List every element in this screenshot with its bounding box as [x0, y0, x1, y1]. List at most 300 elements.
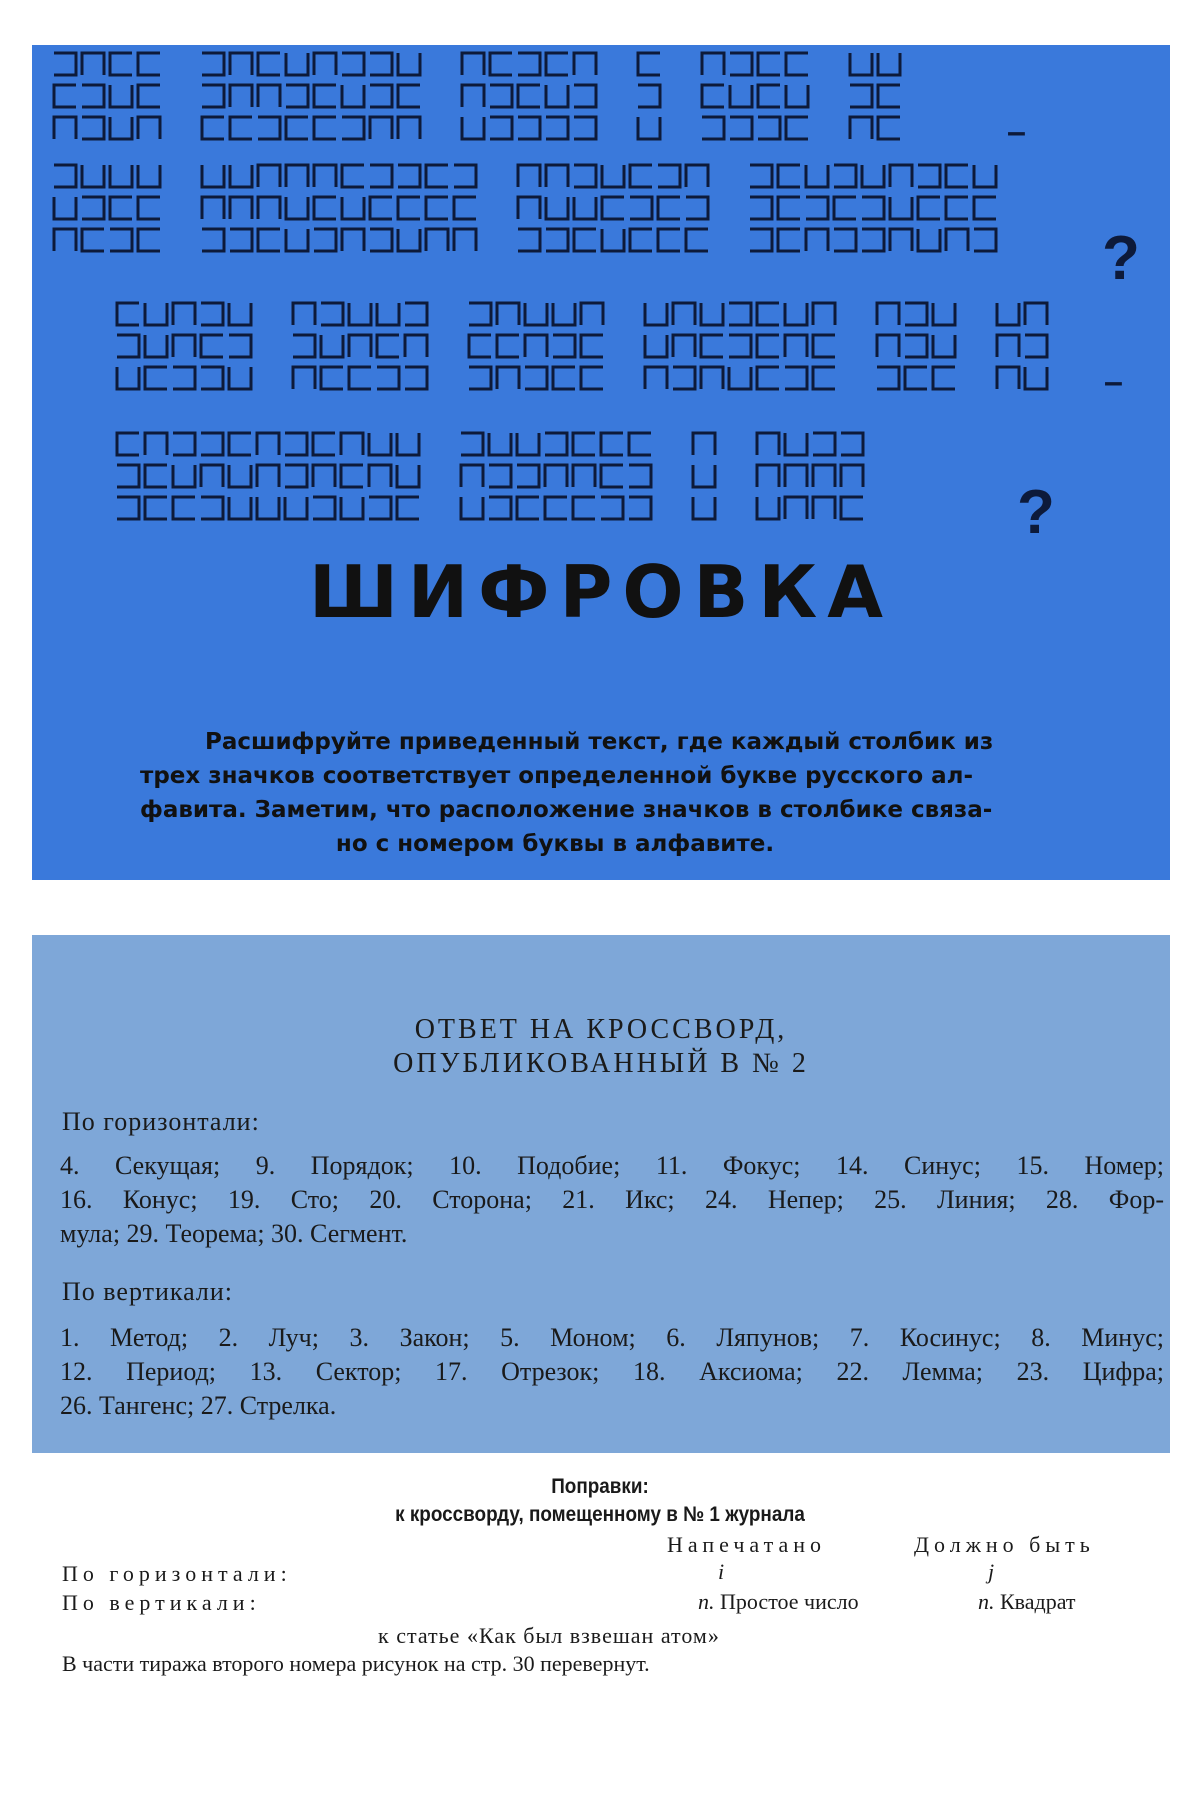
cipher-glyph [834, 197, 856, 219]
cipher-glyph [933, 367, 955, 389]
cipher-glyph [730, 53, 752, 75]
answer-line: 1. Метод; 2. Луч; 3. Закон; 5. Моном; 6. Ляпунов; 7. Косинус; 8. Минус; [60, 1323, 1164, 1352]
cipher-glyph [1025, 367, 1047, 389]
cipher-glyph [758, 53, 780, 75]
cipher-description [140, 725, 1060, 861]
cipher-glyph [806, 197, 828, 219]
cipher-glyph [573, 465, 595, 487]
cipher-glyph [785, 367, 807, 389]
answer-line: мула; 29. Теорема; 30. Сегмент. [60, 1219, 408, 1248]
cipher-glyph [369, 497, 391, 519]
cipher-glyph [201, 303, 223, 325]
corrections-section [0, 1465, 1200, 1705]
cipher-glyph [173, 303, 195, 325]
cipher-glyph [138, 117, 160, 139]
cipher-glyph [370, 197, 392, 219]
cipher-glyph [398, 197, 420, 219]
cipher-glyph [757, 497, 779, 519]
cipher-glyph [286, 197, 308, 219]
cipher-glyph [293, 303, 315, 325]
cipher-glyph [285, 465, 307, 487]
row-vertical-label: По вертикали: [62, 1590, 261, 1615]
cipher-glyph [313, 465, 335, 487]
cipher-glyph [321, 303, 343, 325]
cipher-glyph [757, 303, 779, 325]
cipher-glyph [258, 165, 280, 187]
cipher-glyph [905, 303, 927, 325]
cipher-glyph [630, 197, 652, 219]
cipher-glyph [286, 85, 308, 107]
cipher-glyph [342, 53, 364, 75]
cipher-glyph [890, 229, 912, 251]
cipher-glyph [933, 303, 955, 325]
cipher-glyph [405, 367, 427, 389]
cipher-glyph [201, 433, 223, 455]
cipher-glyph [778, 229, 800, 251]
answer-title-line: ОТВЕТ НА КРОССВОРД, [414, 1014, 788, 1045]
cipher-glyph [785, 335, 807, 357]
cipher-glyph [878, 53, 900, 75]
cipher-glyph [54, 85, 76, 107]
cipher-glyph [757, 465, 779, 487]
description-line: Расшифруйте приведенный текст, где каждый столбик из [205, 729, 994, 755]
cipher-glyph [750, 165, 772, 187]
cipher-glyph [946, 197, 968, 219]
cipher-glyph [82, 165, 104, 187]
cipher-glyph [518, 165, 540, 187]
cipher-glyph [286, 165, 308, 187]
cipher-glyph [546, 165, 568, 187]
cipher-glyph [230, 85, 252, 107]
cipher-glyph [630, 165, 652, 187]
cipher-glyph [230, 117, 252, 139]
cipher-glyph [658, 197, 680, 219]
row-vertical-should-be [978, 1589, 1076, 1615]
cipher-glyph [546, 117, 568, 139]
cipher-glyph [918, 165, 940, 187]
cipher-glyph [370, 53, 392, 75]
cipher-glyph [230, 229, 252, 251]
cipher-glyph [546, 53, 568, 75]
cipher-glyph [110, 197, 132, 219]
cipher-glyph [518, 229, 540, 251]
cipher-glyph [757, 433, 779, 455]
cipher-glyph [54, 229, 76, 251]
cipher-glyph [461, 433, 483, 455]
cipher-glyph [645, 303, 667, 325]
cipher-glyph [878, 117, 900, 139]
cipher-glyph [54, 165, 76, 187]
cipher-glyph [518, 53, 540, 75]
cipher-glyph [581, 367, 603, 389]
should-be-prefix: n. [978, 1589, 995, 1614]
cipher-glyph [834, 165, 856, 187]
cipher-glyph [117, 303, 139, 325]
printed-prefix: n. [698, 1589, 715, 1614]
cipher-glyph [138, 85, 160, 107]
cipher-glyph [786, 85, 808, 107]
cipher-glyph [518, 197, 540, 219]
cipher-glyph [397, 497, 419, 519]
cipher-glyph [258, 117, 280, 139]
cipher-glyph [750, 229, 772, 251]
cipher-glyph [758, 117, 780, 139]
cipher-glyph [117, 465, 139, 487]
cipher-glyph [806, 229, 828, 251]
cipher-glyph [645, 367, 667, 389]
cipher-glyph [110, 85, 132, 107]
cipher-glyph [462, 117, 484, 139]
cipher-glyph [313, 497, 335, 519]
cipher-glyph [257, 465, 279, 487]
cipher-glyph [862, 229, 884, 251]
cipher-glyph [686, 197, 708, 219]
row-horizontal-printed [718, 1559, 724, 1585]
cipher-glyph [82, 53, 104, 75]
cipher-glyph [398, 53, 420, 75]
cipher-glyph [573, 497, 595, 519]
cipher-glyph [138, 197, 160, 219]
cipher-glyph [370, 165, 392, 187]
cipher-glyph [201, 367, 223, 389]
cipher-glyph [342, 197, 364, 219]
cipher-glyph [525, 367, 547, 389]
cipher-glyph [601, 497, 623, 519]
cipher-glyph [145, 497, 167, 519]
cipher-glyph [686, 229, 708, 251]
column-should-be: Должно быть [914, 1532, 1095, 1557]
vertical-heading: По вертикали: [62, 1277, 233, 1306]
cipher-glyph [229, 335, 251, 357]
cipher-glyph [890, 165, 912, 187]
cipher-glyph [813, 497, 835, 519]
cipher-glyph [321, 335, 343, 357]
cipher-glyph [497, 335, 519, 357]
cipher-glyph [1025, 303, 1047, 325]
cipher-glyph [461, 497, 483, 519]
cipher-glyph [258, 53, 280, 75]
cipher-glyph [293, 367, 315, 389]
answer-line: 12. Период; 13. Сектор; 17. Отрезок; 18. Аксиома; 22. Лемма; 23. Цифра; [60, 1357, 1164, 1386]
cipher-glyph [377, 335, 399, 357]
cipher-glyph [757, 367, 779, 389]
cipher-glyph [117, 497, 139, 519]
cipher-glyph [229, 367, 251, 389]
cipher-glyph [581, 303, 603, 325]
cipher-glyph [201, 335, 223, 357]
cipher-glyph [202, 229, 224, 251]
cipher-glyph [785, 433, 807, 455]
cipher-glyph [370, 117, 392, 139]
cipher-glyph [525, 335, 547, 357]
cipher-glyph [258, 197, 280, 219]
cipher-glyph [758, 85, 780, 107]
cipher-glyph [293, 335, 315, 357]
cipher-glyph [349, 367, 371, 389]
cipher-glyph [110, 53, 132, 75]
cipher-glyph [497, 303, 519, 325]
cipher-glyph [173, 465, 195, 487]
cipher-glyph [658, 229, 680, 251]
cipher-glyph [462, 53, 484, 75]
crossword-answer-panel [32, 935, 1170, 1453]
cipher-glyph [397, 433, 419, 455]
cipher-glyph [145, 335, 167, 357]
cipher-glyph [730, 117, 752, 139]
cipher-glyph [786, 53, 808, 75]
cipher-glyph [574, 229, 596, 251]
cipher-glyph [110, 229, 132, 251]
cipher-glyph [702, 53, 724, 75]
cipher-glyph [918, 197, 940, 219]
cipher-glyph [877, 367, 899, 389]
cipher-glyph [785, 465, 807, 487]
cipher-glyph [850, 53, 872, 75]
cipher-glyph [286, 229, 308, 251]
cipher-glyph [145, 303, 167, 325]
cipher-glyph [877, 335, 899, 357]
cipher-glyph [426, 229, 448, 251]
cipher-glyph [673, 335, 695, 357]
corrections-subheading: к кроссворду, помещенному в № 1 журнала [395, 1503, 805, 1526]
cipher-glyph [730, 85, 752, 107]
cipher-glyph [1025, 335, 1047, 357]
cipher-glyph [878, 85, 900, 107]
cipher-glyph [314, 165, 336, 187]
cipher-glyph [638, 85, 660, 107]
cipher-glyph [341, 497, 363, 519]
vertical-answers [60, 1321, 1164, 1423]
cipher-glyph [117, 367, 139, 389]
cipher-glyph [82, 229, 104, 251]
cipher-glyph [850, 85, 872, 107]
cipher-glyph [286, 117, 308, 139]
cipher-glyph [341, 465, 363, 487]
cipher-glyph [517, 497, 539, 519]
cipher-glyph [426, 165, 448, 187]
cipher-glyph [398, 85, 420, 107]
cipher-glyph [729, 367, 751, 389]
cipher-glyph [454, 197, 476, 219]
cipher-glyph [201, 465, 223, 487]
cipher-glyph [877, 303, 899, 325]
cipher-glyph [702, 117, 724, 139]
cipher-glyph [862, 197, 884, 219]
cipher-glyph [469, 303, 491, 325]
cipher-glyph [750, 197, 772, 219]
cipher-glyph [258, 85, 280, 107]
cipher-glyph [490, 117, 512, 139]
cipher-glyph [54, 197, 76, 219]
cipher-glyph [370, 85, 392, 107]
cipher-glyph [117, 433, 139, 455]
cipher-glyph [370, 229, 392, 251]
cipher-glyph [658, 165, 680, 187]
cipher-glyph [286, 53, 308, 75]
cipher-glyph [553, 335, 575, 357]
cipher-glyph [574, 53, 596, 75]
answer-title-line: ОПУБЛИКОВАННЫЙ В № 2 [393, 1048, 809, 1079]
cipher-glyph [489, 497, 511, 519]
cipher-glyph [573, 433, 595, 455]
print-note: В части тиража второго номера рисунок на стр. 30 перевернут. [62, 1651, 650, 1676]
cipher-glyph [638, 117, 660, 139]
cipher-glyph [257, 433, 279, 455]
cipher-glyph [574, 197, 596, 219]
cipher-glyph [841, 433, 863, 455]
cipher-glyph [202, 197, 224, 219]
cipher-glyph [701, 303, 723, 325]
cipher-panel [32, 45, 1170, 880]
article-correction: к статье «Как был взвешан атом» [378, 1623, 720, 1648]
answer-line: 26. Тангенс; 27. Стрелка. [60, 1391, 337, 1420]
cipher-glyph [313, 433, 335, 455]
cipher-glyph [497, 367, 519, 389]
cipher-glyph [462, 85, 484, 107]
cipher-glyph [905, 335, 927, 357]
should-be-value: j [988, 1559, 995, 1584]
cipher-glyph [377, 303, 399, 325]
cipher-glyph [202, 85, 224, 107]
cipher-glyph [82, 85, 104, 107]
cipher-glyph [890, 197, 912, 219]
cipher-glyph [230, 197, 252, 219]
cipher-glyph [546, 85, 568, 107]
hyphen-2: – [1104, 363, 1123, 401]
cipher-glyph [398, 229, 420, 251]
cipher-glyph [454, 229, 476, 251]
cipher-glyph [342, 117, 364, 139]
cipher-glyph [525, 303, 547, 325]
cipher-glyph [138, 229, 160, 251]
cipher-title: ШИФРОВКА [308, 550, 894, 634]
cipher-glyph [757, 335, 779, 357]
printed-value: Простое число [720, 1589, 859, 1614]
printed-value: i [718, 1559, 725, 1584]
cipher-glyph [813, 465, 835, 487]
cipher-glyph [546, 229, 568, 251]
cipher-glyph [314, 53, 336, 75]
cipher-glyph [202, 117, 224, 139]
cipher-glyph [173, 497, 195, 519]
cipher-glyph [426, 197, 448, 219]
cipher-glyph [629, 433, 651, 455]
cipher-glyph [602, 165, 624, 187]
cipher-glyph [645, 335, 667, 357]
cipher-glyph [974, 165, 996, 187]
cipher-glyph [553, 303, 575, 325]
cipher-glyph [229, 303, 251, 325]
cipher-glyphs [32, 45, 1170, 525]
cipher-glyph [693, 465, 715, 487]
cipher-glyph [574, 85, 596, 107]
cipher-glyph [173, 335, 195, 357]
cipher-glyph [202, 53, 224, 75]
cipher-glyph [686, 165, 708, 187]
cipher-glyph [349, 335, 371, 357]
cipher-glyph [905, 367, 927, 389]
cipher-glyph [349, 303, 371, 325]
cipher-glyph [918, 229, 940, 251]
cipher-glyph [581, 335, 603, 357]
cipher-glyph [342, 165, 364, 187]
cipher-glyph [230, 165, 252, 187]
cipher-glyph [110, 117, 132, 139]
cipher-glyph [518, 85, 540, 107]
answer-line: 4. Секущая; 9. Порядок; 10. Подобие; 11. Фокус; 14. Синус; 15. Номер; [60, 1151, 1164, 1180]
cipher-glyph [517, 465, 539, 487]
row-horizontal-should-be [988, 1559, 994, 1585]
cipher-glyph [54, 53, 76, 75]
cipher-glyph [314, 117, 336, 139]
cipher-glyph [54, 117, 76, 139]
question-mark-1: ? [1102, 224, 1140, 293]
cipher-glyph [933, 335, 955, 357]
cipher-glyph [701, 335, 723, 357]
cipher-glyph [862, 165, 884, 187]
cipher-glyph [974, 229, 996, 251]
cipher-glyph [997, 335, 1019, 357]
cipher-glyph [145, 465, 167, 487]
cipher-glyph [545, 433, 567, 455]
column-printed: Напечатано [667, 1532, 827, 1557]
cipher-glyph [258, 229, 280, 251]
cipher-glyph [813, 367, 835, 389]
cipher-glyph [369, 465, 391, 487]
cipher-glyph [785, 303, 807, 325]
cipher-glyph [545, 465, 567, 487]
cipher-glyph [314, 229, 336, 251]
cipher-glyph [813, 303, 835, 325]
cipher-glyph [454, 165, 476, 187]
cipher-glyph [342, 85, 364, 107]
cipher-glyph [398, 117, 420, 139]
cipher-glyph [553, 367, 575, 389]
cipher-glyph [489, 433, 511, 455]
cipher-glyph [369, 433, 391, 455]
cipher-glyph [314, 85, 336, 107]
corrections-heading: Поправки: [551, 1475, 649, 1498]
cipher-glyph [629, 497, 651, 519]
row-horizontal-label: По горизонтали: [62, 1561, 292, 1586]
cipher-glyph [946, 165, 968, 187]
cipher-glyph [702, 85, 724, 107]
cipher-glyph [834, 229, 856, 251]
cipher-glyph [117, 335, 139, 357]
cipher-glyph [518, 117, 540, 139]
cipher-glyph [785, 497, 807, 519]
cipher-glyph [257, 497, 279, 519]
horizontal-answers [60, 1149, 1164, 1251]
cipher-glyph [405, 303, 427, 325]
description-line: но с номером буквы в алфавите. [335, 831, 775, 857]
cipher-glyph [997, 367, 1019, 389]
cipher-glyph [341, 433, 363, 455]
cipher-glyph [405, 335, 427, 357]
cipher-glyph [778, 165, 800, 187]
cipher-glyph [82, 117, 104, 139]
hyphen-1: – [1007, 113, 1026, 151]
cipher-glyph [461, 465, 483, 487]
cipher-glyph [490, 85, 512, 107]
cipher-glyph [202, 165, 224, 187]
cipher-glyph [138, 53, 160, 75]
should-be-value: Квадрат [1000, 1589, 1076, 1614]
cipher-glyph [230, 53, 252, 75]
answer-line: 16. Конус; 19. Сто; 20. Сторона; 21. Икс; 24. Непер; 25. Линия; 28. Фор- [60, 1185, 1164, 1214]
cipher-glyph [841, 465, 863, 487]
cipher-glyph [786, 117, 808, 139]
